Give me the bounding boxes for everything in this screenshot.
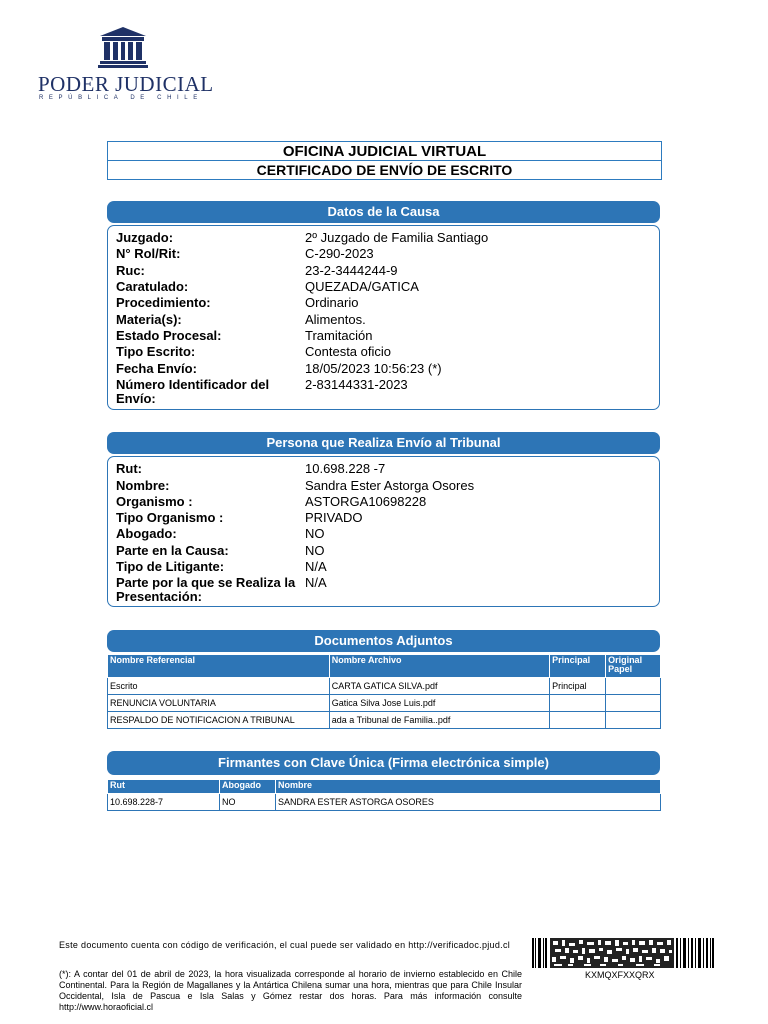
field-value: 23-2-3444244-9 <box>305 263 398 278</box>
section-header-firmantes: Firmantes con Clave Única (Firma electrónica simple) <box>107 751 660 775</box>
document-title: OFICINA JUDICIAL VIRTUAL <box>108 142 661 161</box>
field-value: 2º Juzgado de Familia Santiago <box>305 230 489 245</box>
section-header-documentos: Documentos Adjuntos <box>107 630 660 652</box>
field-label: Materia(s): <box>116 312 182 327</box>
table-cell: Escrito <box>108 678 330 695</box>
logo-subtitle: REPÚBLICA DE CHILE <box>39 95 203 101</box>
field-label: Caratulado: <box>116 279 189 294</box>
column-header: Nombre Archivo <box>329 655 549 678</box>
column-header: Abogado <box>220 780 276 794</box>
field-label: Parte en la Causa: <box>116 543 229 558</box>
field-label: Rut: <box>116 461 142 476</box>
table-cell: RENUNCIA VOLUNTARIA <box>108 695 330 712</box>
column-header: Nombre <box>276 780 661 794</box>
document-subtitle: CERTIFICADO DE ENVÍO DE ESCRITO <box>256 162 513 178</box>
field-value: Sandra Ester Astorga Osores <box>305 478 475 493</box>
field-value: N/A <box>305 559 327 574</box>
field-label: Tipo Organismo : <box>116 510 224 525</box>
field-label: Tipo Escrito: <box>116 344 196 359</box>
document-title-box <box>107 141 662 180</box>
table-header-row <box>108 655 661 678</box>
field-value: Ordinario <box>305 295 359 310</box>
field-label: Procedimiento: <box>116 295 211 310</box>
logo-name: PODER JUDICIAL <box>38 72 214 96</box>
field-label: N° Rol/Rit: <box>116 246 181 261</box>
field-label: Abogado: <box>116 526 177 541</box>
field-label: Juzgado: <box>116 230 174 245</box>
verification-code: KXMQXFXXQRX <box>585 970 655 980</box>
table-cell <box>550 695 606 712</box>
field-value: ASTORGA10698228 <box>305 494 427 509</box>
table-cell-file[interactable]: CARTA GATICA SILVA.pdf <box>329 678 549 695</box>
field-value: N/A <box>305 575 327 590</box>
field-value: PRIVADO <box>305 510 363 525</box>
table-cell: NO <box>220 794 276 811</box>
documents-table <box>107 654 661 729</box>
table-row <box>108 678 661 695</box>
field-value: Tramitación <box>305 328 373 343</box>
table-cell <box>606 712 661 729</box>
persona-panel <box>107 456 660 607</box>
field-value: 10.698.228 -7 <box>305 461 386 476</box>
field-value: NO <box>305 543 325 558</box>
column-header: Original Papel <box>606 655 661 678</box>
table-row <box>108 712 661 729</box>
field-value: 18/05/2023 10:56:23 (*) <box>305 361 442 376</box>
table-cell: RESPALDO DE NOTIFICACION A TRIBUNAL <box>108 712 330 729</box>
field-value: QUEZADA/GATICA <box>305 279 419 294</box>
field-label: Nombre: <box>116 478 170 493</box>
table-cell-file[interactable]: ada a Tribunal de Familia..pdf <box>329 712 549 729</box>
causa-panel <box>107 225 660 410</box>
table-header-row <box>108 780 661 794</box>
field-label: Tipo de Litigante: <box>116 559 225 574</box>
timezone-note: (*): A contar del 01 de abril de 2023, la hora visualizada corresponde al horario de invierno establecido en Chile Continental. Para la Región de Magallanes y la Antártica Chilena sumar una hora, mientras que para Chile Insular Occidental, Isla de Pascua e Isla Salas y Gómez restar dos horas. Para más información consulte http://www.horaoficial.cl <box>59 969 522 1012</box>
field-value: 2-83144331-2023 <box>305 377 408 392</box>
field-label: Parte por la que se Realiza la Presentación: <box>116 575 296 604</box>
poder-judicial-logo <box>36 26 216 102</box>
signers-table <box>107 779 661 811</box>
field-value: C-290-2023 <box>305 246 374 261</box>
column-header: Nombre Referencial <box>108 655 330 678</box>
field-value: Alimentos. <box>305 312 366 327</box>
field-label: Número Identificador del Envío: <box>116 377 270 406</box>
courthouse-icon <box>98 26 148 68</box>
field-label: Estado Procesal: <box>116 328 222 343</box>
section-header-persona: Persona que Realiza Envío al Tribunal <box>107 432 660 454</box>
table-row <box>108 794 661 811</box>
table-cell <box>606 678 661 695</box>
table-cell: Principal <box>550 678 606 695</box>
field-value: Contesta oficio <box>305 344 391 359</box>
field-label: Fecha Envío: <box>116 361 197 376</box>
table-cell: 10.698.228-7 <box>108 794 220 811</box>
table-cell <box>550 712 606 729</box>
table-cell: SANDRA ESTER ASTORGA OSORES <box>276 794 661 811</box>
section-header-causa: Datos de la Causa <box>107 201 660 223</box>
column-header: Rut <box>108 780 220 794</box>
table-cell-file[interactable]: Gatica Silva Jose Luis.pdf <box>329 695 549 712</box>
verification-note: Este documento cuenta con código de verificación, el cual puede ser validado en http://verificadoc.pjud.cl <box>59 940 511 950</box>
table-row <box>108 695 661 712</box>
field-label: Ruc: <box>116 263 145 278</box>
field-label: Organismo : <box>116 494 193 509</box>
table-cell <box>606 695 661 712</box>
barcode-image <box>532 938 714 968</box>
column-header: Principal <box>550 655 606 678</box>
field-value: NO <box>305 526 325 541</box>
